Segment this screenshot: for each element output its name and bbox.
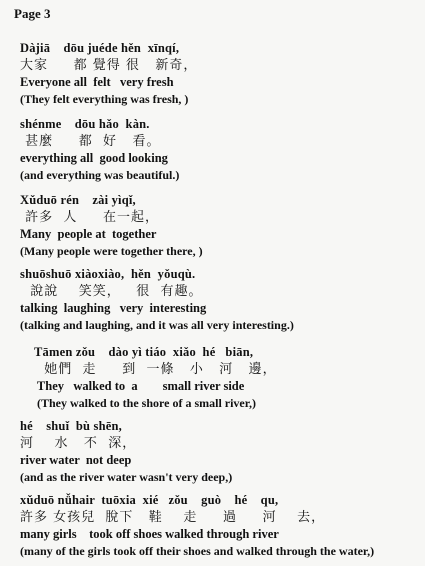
- gloss-line: everything all good looking: [20, 151, 168, 165]
- pinyin-line: shuōshuō xiàoxiào, hěn yǒuqù.: [20, 267, 196, 281]
- translation-line: (many of the girls took off their shoes and walked through the water,): [20, 544, 375, 558]
- gloss-line: river water not deep: [20, 453, 132, 467]
- pinyin-line: Tāmen zǒu dào yì tiáo xiǎo hé biān,: [34, 345, 254, 359]
- gloss-line: talking laughing very interesting: [20, 301, 207, 315]
- gloss-line: They walked to a small river side: [34, 379, 245, 393]
- stanza-4: [20, 266, 420, 334]
- pinyin-line: shénme dōu hǎo kàn.: [20, 117, 150, 131]
- translation-line: (Many people were together there, ): [20, 244, 203, 258]
- stanza-1: [20, 40, 420, 108]
- translation-line: (and everything was beautiful.): [20, 168, 180, 182]
- pinyin-line: hé shuǐ bù shēn,: [20, 419, 122, 433]
- stanza-3: [20, 192, 420, 260]
- chinese-line: 河 水 不 深，: [20, 436, 137, 451]
- page-number: Page 3: [14, 6, 51, 21]
- stanza-7: [20, 492, 420, 560]
- pinyin-line: Dàjiā dōu juéde hěn xīnqí,: [20, 41, 180, 55]
- gloss-line: many girls took off shoes walked through river: [20, 527, 279, 541]
- translation-line: (talking and laughing, and it was all very interesting.): [20, 318, 294, 332]
- chinese-line: 她們 走 到 一條 小 河 邊，: [34, 362, 277, 377]
- translation-line: (and as the river water wasn't very deep,): [20, 470, 233, 484]
- chinese-line: 甚麼 都 好 看。: [20, 134, 161, 149]
- stanza-5: [34, 344, 425, 412]
- chinese-line: 許多 女孩兒 脫下 鞋 走 過 河 去，: [20, 510, 326, 525]
- pinyin-line: Xǔduō rén zài yìqǐ,: [20, 193, 136, 207]
- chinese-line: 大家 都 覺得 很 新奇，: [20, 58, 198, 73]
- chinese-line: 許多 人 在一起，: [20, 210, 160, 225]
- pinyin-line: xǔduō nǚhair tuōxia xié zǒu guò hé qu,: [20, 493, 279, 507]
- gloss-line: Many people at together: [20, 227, 157, 241]
- translation-line: (They felt everything was fresh, ): [20, 92, 189, 106]
- translation-line: (They walked to the shore of a small river,): [34, 396, 256, 410]
- gloss-line: Everyone all felt very fresh: [20, 75, 174, 89]
- chinese-line: 說說 笑笑， 很 有趣。: [20, 284, 203, 299]
- stanza-2: [20, 116, 420, 184]
- stanza-6: [20, 418, 420, 486]
